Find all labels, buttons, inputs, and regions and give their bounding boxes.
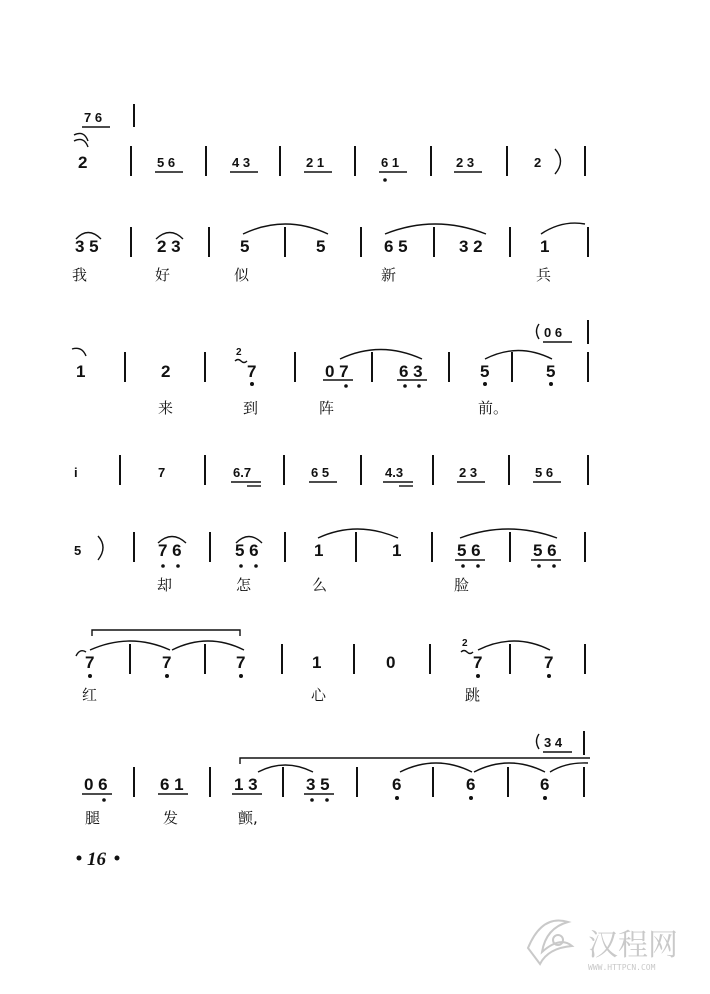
note-6-5: 0 xyxy=(386,653,396,672)
note-2-4: 5 xyxy=(316,237,326,256)
lyric-3-1: 来 xyxy=(158,399,174,417)
note-6-6: 7 xyxy=(473,653,483,672)
note-2-1: 3 5 xyxy=(75,237,99,256)
note-4-2: 7 xyxy=(158,465,166,480)
note-1-4: 2 1 xyxy=(306,155,325,170)
note-7-5: 6 xyxy=(392,775,402,794)
note-5-1: 5 xyxy=(74,543,82,558)
lyric-7-2: 发 xyxy=(163,809,179,827)
lyric-3-2: 到 xyxy=(243,399,259,417)
score-line-5 xyxy=(74,529,585,594)
note-4-6: 2 3 xyxy=(459,465,478,480)
note-6-3: 7 xyxy=(236,653,246,672)
note-2-5: 6 5 xyxy=(384,237,408,256)
score-line-1 xyxy=(74,104,585,182)
note-7-2: 6 1 xyxy=(160,775,184,794)
note-4-7: 5 6 xyxy=(535,465,554,480)
note-6-1: 7 xyxy=(85,653,95,672)
note-5-6: 5 6 xyxy=(457,541,481,560)
note-3-6: 5 xyxy=(480,362,490,381)
note-5-5: 1 xyxy=(392,541,402,560)
lyric-2-4: 新 xyxy=(381,266,397,284)
score-line-6 xyxy=(76,630,585,704)
note-1-1: 2 xyxy=(78,153,88,172)
note-4-4: 6 5 xyxy=(311,465,330,480)
note-7-4: 3 5 xyxy=(306,775,330,794)
note-6-2: 7 xyxy=(162,653,172,672)
lyric-2-5: 兵 xyxy=(536,266,552,284)
note-7-3: 1 3 xyxy=(234,775,258,794)
note-4-1: i xyxy=(74,465,78,480)
note-1-6: 2 3 xyxy=(456,155,475,170)
page-number xyxy=(77,849,120,870)
score-line-7 xyxy=(82,731,590,827)
lyric-3-4: 前。 xyxy=(478,399,509,417)
note-2-6: 3 2 xyxy=(459,237,483,256)
note-3-3: 7 xyxy=(247,362,257,381)
note-6-7: 7 xyxy=(544,653,554,672)
page-number-text: 16 xyxy=(87,849,106,870)
watermark-text: 汉程网 xyxy=(588,928,678,963)
note-2-2: 2 3 xyxy=(157,237,181,256)
note-7-6: 6 xyxy=(466,775,476,794)
note-1-7: 2 xyxy=(534,155,542,170)
note-1-2: 5 6 xyxy=(157,155,176,170)
note-3-5: 6 3 xyxy=(399,362,423,381)
note-3-4: 0 7 xyxy=(325,362,349,381)
lyric-6-3: 跳 xyxy=(465,686,481,704)
lyric-2-2: 好 xyxy=(155,266,171,284)
score-line-2 xyxy=(72,223,588,284)
grace-note: 2 xyxy=(236,347,242,358)
bracket-notes: 3 4 xyxy=(544,735,563,750)
lyric-5-2: 怎 xyxy=(236,576,252,594)
grace-note: 2 xyxy=(462,638,468,649)
lyric-7-1: 腿 xyxy=(85,809,101,827)
lyric-5-1: 却 xyxy=(157,576,173,594)
note-2-3: 5 xyxy=(240,237,250,256)
watermark-url: WWW.HTTPCN.COM xyxy=(588,963,656,972)
lyric-5-4: 脸 xyxy=(454,576,470,594)
bracket-notes: 0 6 xyxy=(544,325,563,340)
note-7-1: 0 6 xyxy=(84,775,108,794)
lyric-6-1: 红 xyxy=(82,686,98,704)
note-3-1: 1 xyxy=(76,362,86,381)
note-3-7: 5 xyxy=(546,362,556,381)
note-5-3: 5 6 xyxy=(235,541,259,560)
score-line-3 xyxy=(72,320,588,417)
note-5-7: 5 6 xyxy=(533,541,557,560)
note-7-7: 6 xyxy=(540,775,550,794)
lyric-6-2: 心 xyxy=(311,686,327,704)
note-1-3: 4 3 xyxy=(232,155,251,170)
watermark xyxy=(528,920,678,972)
note-2-7: 1 xyxy=(540,237,550,256)
lyric-5-3: 么 xyxy=(312,576,328,594)
lyric-2-3: 似 xyxy=(234,266,250,284)
note-5-4: 1 xyxy=(314,541,324,560)
note-4-3: 6.7 xyxy=(233,465,252,480)
note-4-5: 4.3 xyxy=(385,465,404,480)
note-3-2: 2 xyxy=(161,362,171,381)
note-6-4: 1 xyxy=(312,653,322,672)
watermark-logo-icon xyxy=(528,920,572,964)
score-line-4 xyxy=(74,455,588,486)
lyric-2-1: 我 xyxy=(72,266,88,284)
lyric-7-3: 颤, xyxy=(238,809,258,827)
lyric-3-3: 阵 xyxy=(319,399,335,417)
note-5-2: 7 6 xyxy=(158,541,182,560)
note-1-5: 6 1 xyxy=(381,155,400,170)
pickup-notes: 7 6 xyxy=(84,110,103,125)
